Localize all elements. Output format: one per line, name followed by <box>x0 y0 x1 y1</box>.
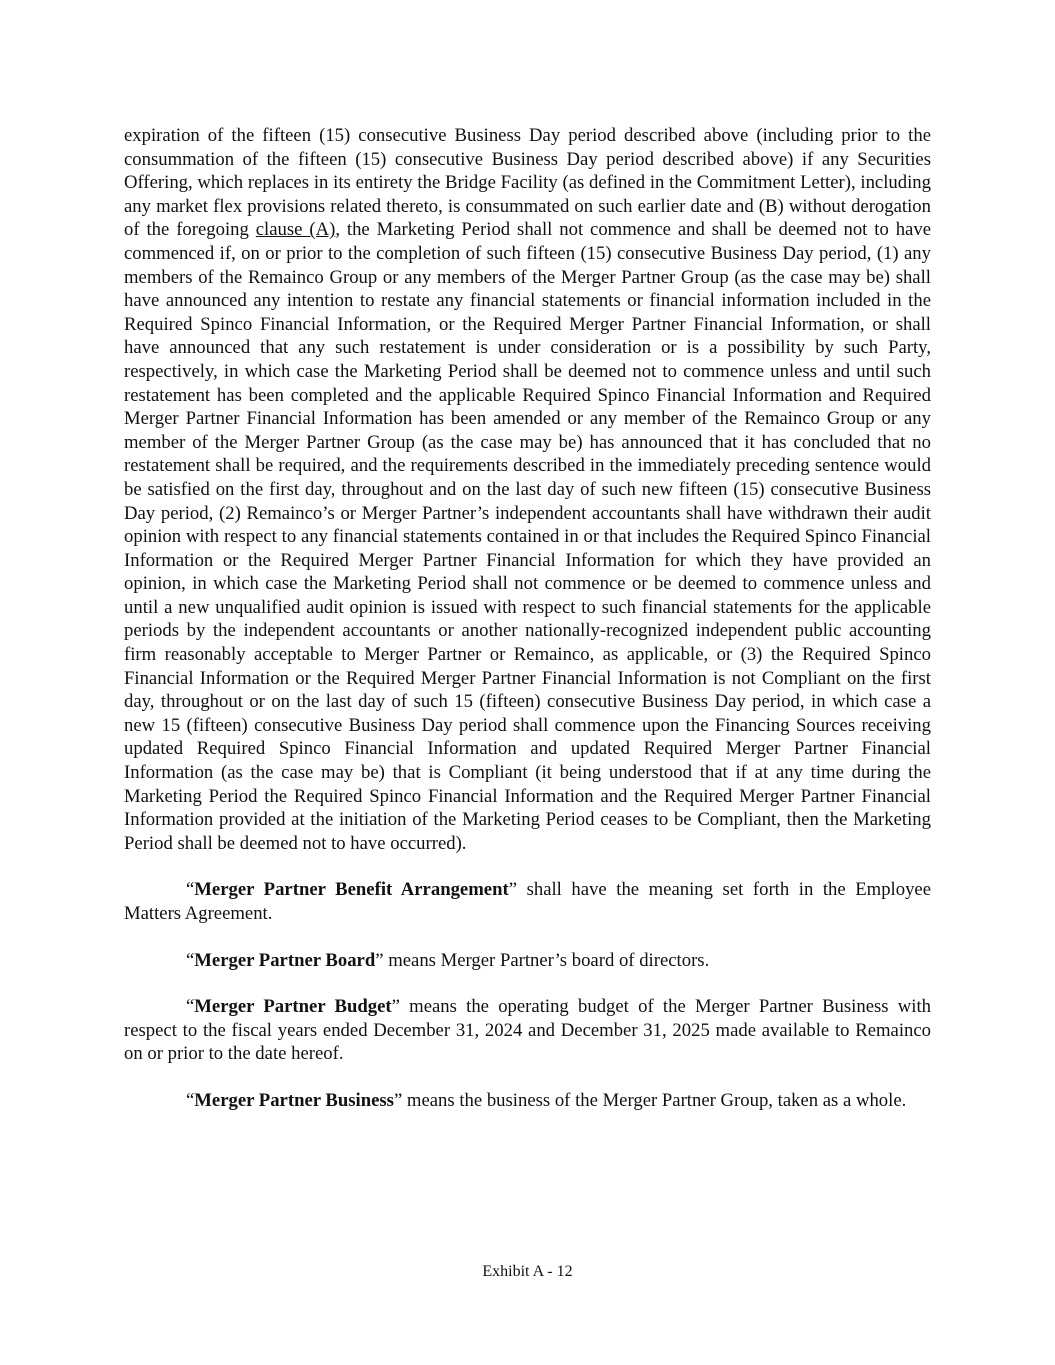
paragraph-text-part2: , the Marketing Period shall not commence and shall be deemed not to have commenced if, on or prior to the completion of such fifteen (15) consecutive Business Day period, (1) any members of the Remainco Group or any members of the Merger Partner Group (as the case may be) shall have announced any intention to restate any financial statements or financial information included in the Required Spinco Financial Information, or the Required Merger Partner Financial Information, or shall have announced that any such restatement is under consideration or is a possibility by such Party, respectively, in which case the Marketing Period shall be deemed not to commence unless and until such restatement has been completed and the applicable Required Spinco Financial Information and Required Merger Partner Financial Information has been amended or any member of the Remainco Group or any member of the Merger Partner Group (as the case may be) has announced that it has concluded that no restatement shall be required, and the requirements described in the immediately preceding sentence would be satisfied on the first day, throughout and on the last day of such new fifteen (15) consecutive Business Day period, (2) Remainco’s or Merger Partner’s independent accountants shall have withdrawn their audit opinion with respect to any financial statements contained in or that includes the Required Spinco Financial Information or the Required Merger Partner Financial Information for which they have provided an opinion, in which case the Marketing Period shall not commence or be deemed to commence unless and until a new unqualified audit opinion is issued with respect to such financial statements for the applicable periods by the independent accountants or another nationally-recognized independent public accounting firm reasonably acceptable to Merger Partner or Remainco, as applicable, or (3) the Required Spinco Financial Information or the Required Merger Partner Financial Information is not Compliant on the first day, throughout or on the last day of such 15 (fifteen) consecutive Business Day period, in which case a new 15 (fifteen) consecutive Business Day period shall commence upon the Financing Sources receiving updated Required Spinco Financial Information and updated Required Merger Partner Financial Information (as the case may be) that is Compliant (it being understood that if at any time during the Marketing Period the Required Spinco Financial Information and the Required Merger Partner Financial Information provided at the initiation of the Marketing Period ceases to be Compliant, then the Marketing Period shall be deemed not to have occurred). <box>124 219 931 854</box>
close-quote: ” <box>375 949 384 971</box>
close-quote: ” <box>393 1089 403 1111</box>
close-quote: ” <box>508 879 518 901</box>
definition-text: means Merger Partner’s board of directors. <box>383 949 710 971</box>
open-quote: “ <box>186 1089 195 1111</box>
definition-budget <box>124 995 931 1066</box>
definition-business <box>124 1089 931 1113</box>
defined-term: Merger Partner Board <box>194 949 376 971</box>
definition-text: shall have the meaning set forth in the Employee Matters Agreement. <box>124 879 932 924</box>
clause-reference: clause (A) <box>255 219 336 241</box>
definition-board <box>124 949 931 973</box>
definition-text: means the operating budget of the Merger Partner Business with respect to the fiscal years ended December 31, 2024 and December 31, 2025 made available to Remainco on or prior to the date hereof. <box>124 996 931 1065</box>
paragraph-text-part1: expiration of the fifteen (15) consecutive Business Day period described above (including prior to the consummation of the fifteen (15) consecutive Business Day period described above) if any Securities Offering, which replaces in its entirety the Bridge Facility (as defined in the Commitment Letter), including any market flex provisions related thereto, is consummated on such earlier date and (B) without derogation of the foregoing <box>124 125 931 241</box>
open-quote: “ <box>186 879 195 901</box>
document-page <box>124 124 931 1113</box>
close-quote: ” <box>391 996 400 1018</box>
definition-text: means the business of the Merger Partner Group, taken as a whole. <box>402 1089 907 1111</box>
page-footer: Exhibit A - 12 <box>482 1263 573 1280</box>
defined-term: Merger Partner Benefit Arrangement <box>194 879 509 901</box>
continued-paragraph <box>124 124 931 855</box>
open-quote: “ <box>186 996 195 1018</box>
definition-benefit-arrangement <box>124 878 931 925</box>
defined-term: Merger Partner Budget <box>194 996 392 1018</box>
open-quote: “ <box>186 949 195 971</box>
defined-term: Merger Partner Business <box>194 1089 394 1111</box>
